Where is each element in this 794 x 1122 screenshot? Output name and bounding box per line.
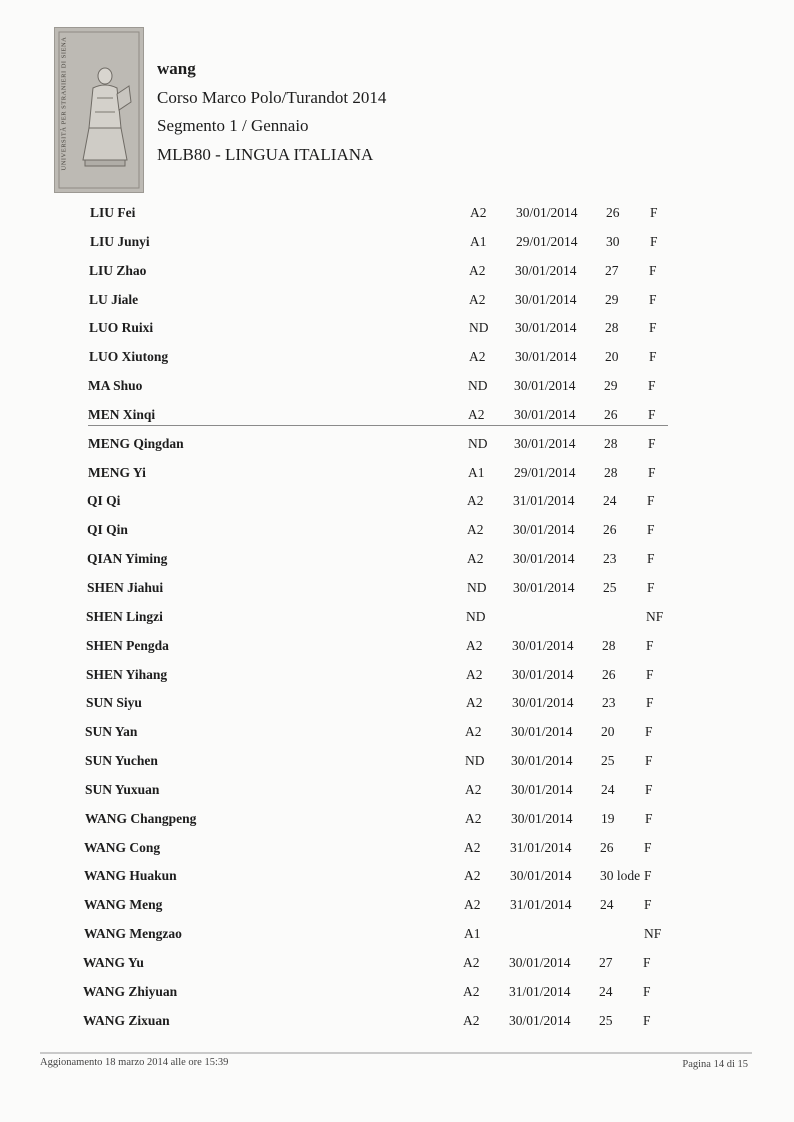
table-row	[0, 316, 794, 345]
table-row	[0, 230, 794, 259]
table-row	[0, 432, 794, 461]
table-row	[0, 720, 794, 749]
table-row	[0, 807, 794, 836]
student-name-cell: LIU Junyi	[90, 233, 150, 249]
document-header	[157, 55, 386, 169]
score-cell: 24	[600, 897, 614, 913]
table-row	[0, 201, 794, 230]
outcome-cell: F	[645, 781, 653, 797]
score-cell: 25	[601, 753, 615, 769]
exam-date-cell: 31/01/2014	[510, 839, 572, 855]
student-name-cell: WANG Mengzao	[84, 926, 182, 942]
level-cell: A2	[464, 868, 481, 884]
table-row	[0, 634, 794, 663]
footer-rule	[40, 1052, 752, 1054]
outcome-cell: F	[648, 464, 656, 480]
outcome-cell: F	[647, 579, 655, 595]
outcome-cell: F	[649, 320, 657, 336]
student-name-cell: WANG Changpeng	[85, 810, 197, 826]
level-cell: ND	[468, 435, 488, 451]
table-row	[0, 749, 794, 778]
table-row	[0, 663, 794, 692]
outcome-cell: F	[643, 954, 651, 970]
outcome-cell: F	[648, 378, 656, 394]
student-name-cell: WANG Meng	[84, 897, 163, 913]
table-row	[0, 403, 794, 432]
student-name-cell: SUN Yan	[85, 724, 138, 740]
level-cell: A2	[464, 897, 481, 913]
exam-date-cell: 30/01/2014	[514, 435, 576, 451]
score-cell: 27	[599, 954, 613, 970]
level-cell: A2	[467, 551, 484, 567]
score-cell: 24	[601, 781, 615, 797]
table-row	[0, 922, 794, 951]
exam-date-cell: 31/01/2014	[509, 983, 571, 999]
outcome-cell: F	[648, 406, 656, 422]
score-cell: 25	[599, 1012, 613, 1028]
outcome-cell: F	[645, 810, 653, 826]
student-name-cell: SHEN Jiahui	[87, 579, 164, 595]
exam-date-cell: 29/01/2014	[514, 464, 576, 480]
table-row	[0, 259, 794, 288]
score-cell: 30 lode	[600, 868, 641, 884]
outcome-cell: NF	[646, 608, 664, 624]
level-cell: ND	[466, 608, 486, 624]
level-cell: A2	[469, 349, 486, 365]
page-number: Pagina 14 di 15	[682, 1059, 748, 1070]
score-cell: 26	[603, 522, 617, 538]
level-cell: A2	[465, 724, 482, 740]
student-name-cell: WANG Zhiyuan	[83, 983, 178, 999]
student-name-cell: WANG Huakun	[84, 868, 177, 884]
level-cell: A1	[470, 233, 487, 249]
exam-date-cell: 30/01/2014	[515, 349, 577, 365]
level-cell: A2	[466, 637, 483, 653]
outcome-cell: F	[644, 839, 652, 855]
table-row	[0, 605, 794, 634]
level-cell: ND	[465, 753, 485, 769]
score-cell: 27	[605, 262, 619, 278]
level-cell: A2	[463, 954, 480, 970]
outcome-cell: F	[646, 695, 654, 711]
outcome-cell: F	[650, 233, 658, 249]
student-name-cell: LU Jiale	[89, 291, 139, 307]
exam-date-cell: 30/01/2014	[511, 781, 573, 797]
table-row	[0, 461, 794, 490]
student-name-cell: MENG Yi	[88, 464, 146, 480]
table-row	[0, 864, 794, 893]
exam-date-cell: 30/01/2014	[510, 868, 572, 884]
table-row	[0, 345, 794, 374]
outcome-cell: F	[645, 724, 653, 740]
table-row	[0, 288, 794, 317]
university-logo	[54, 27, 144, 193]
level-cell: ND	[468, 378, 488, 394]
exam-date-cell: 31/01/2014	[510, 897, 572, 913]
student-name-cell: WANG Zixuan	[83, 1012, 170, 1028]
table-row	[0, 778, 794, 807]
score-cell: 26	[606, 205, 620, 220]
exam-date-cell: 30/01/2014	[511, 724, 573, 740]
exam-date-cell: 29/01/2014	[516, 233, 578, 249]
student-name-cell: WANG Yu	[83, 954, 144, 970]
student-name-cell: SHEN Pengda	[86, 637, 169, 653]
level-cell: A2	[463, 1012, 480, 1028]
level-cell: A2	[465, 810, 482, 826]
student-name-cell: WANG Cong	[84, 839, 161, 855]
score-cell: 20	[605, 349, 619, 365]
module-label: MLB80 - LINGUA ITALIANA	[157, 144, 374, 164]
student-name: wang	[157, 59, 196, 78]
score-cell: 29	[605, 291, 619, 307]
exam-date-cell: 30/01/2014	[515, 320, 577, 336]
score-cell: 23	[603, 551, 617, 567]
score-cell: 20	[601, 724, 615, 740]
outcome-cell: F	[647, 522, 655, 538]
outcome-cell: F	[644, 897, 652, 913]
exam-date-cell: 30/01/2014	[512, 695, 574, 711]
exam-date-cell: 30/01/2014	[513, 579, 575, 595]
table-row	[0, 836, 794, 865]
row-divider	[88, 425, 668, 426]
student-name-cell: LUO Xiutong	[89, 349, 169, 365]
level-cell: ND	[469, 320, 489, 336]
level-cell: A2	[469, 262, 486, 278]
exam-date-cell: 30/01/2014	[516, 205, 578, 220]
exam-date-cell: 30/01/2014	[513, 551, 575, 567]
student-roster	[0, 201, 794, 1037]
level-cell: A1	[464, 926, 481, 942]
exam-date-cell: 30/01/2014	[513, 522, 575, 538]
exam-date-cell: 30/01/2014	[515, 291, 577, 307]
exam-date-cell: 30/01/2014	[514, 378, 576, 394]
student-name-cell: SUN Siyu	[86, 695, 142, 711]
outcome-cell: F	[649, 291, 657, 307]
score-cell: 28	[604, 464, 618, 480]
exam-date-cell: 31/01/2014	[513, 493, 575, 509]
outcome-cell: F	[646, 637, 654, 653]
exam-date-cell: 30/01/2014	[511, 810, 573, 826]
score-cell: 19	[601, 810, 615, 826]
student-name-cell: QIAN Yiming	[87, 551, 168, 567]
table-row	[0, 951, 794, 980]
level-cell: A2	[466, 666, 483, 682]
level-cell: A2	[466, 695, 483, 711]
outcome-cell: F	[646, 666, 654, 682]
score-cell: 26	[602, 666, 616, 682]
student-name-cell: MENG Qingdan	[88, 435, 184, 451]
student-name-cell: LIU Zhao	[89, 262, 147, 278]
table-row	[0, 576, 794, 605]
level-cell: ND	[467, 579, 487, 595]
outcome-cell: F	[648, 435, 656, 451]
score-cell: 30	[606, 233, 620, 249]
score-cell: 23	[602, 695, 616, 711]
outcome-cell: F	[645, 753, 653, 769]
table-row	[0, 489, 794, 518]
table-row	[0, 518, 794, 547]
logo-vertical-text: UNIVERSITÀ PER STRANIERI DI SIENA	[60, 36, 68, 171]
outcome-cell: F	[649, 349, 657, 365]
level-cell: A2	[467, 522, 484, 538]
exam-date-cell: 30/01/2014	[514, 406, 576, 422]
score-cell: 29	[604, 378, 618, 394]
student-name-cell: LIU Fei	[90, 205, 136, 220]
student-name-cell: QI Qin	[87, 522, 128, 538]
level-cell: A2	[468, 406, 485, 422]
student-name-cell: SHEN Lingzi	[86, 608, 163, 624]
student-name-cell: MEN Xinqi	[88, 406, 156, 422]
exam-date-cell: 30/01/2014	[515, 262, 577, 278]
level-cell: A2	[464, 839, 481, 855]
exam-date-cell: 30/01/2014	[511, 753, 573, 769]
outcome-cell: F	[647, 493, 655, 509]
score-cell: 28	[605, 320, 619, 336]
outcome-cell: F	[647, 551, 655, 567]
level-cell: A2	[465, 781, 482, 797]
exam-date-cell: 30/01/2014	[512, 666, 574, 682]
student-name-cell: MA Shuo	[88, 378, 143, 394]
score-cell: 28	[602, 637, 616, 653]
student-name-cell: SUN Yuxuan	[85, 781, 160, 797]
course-title: Corso Marco Polo/Turandot 2014	[157, 87, 387, 107]
level-cell: A2	[467, 493, 484, 509]
university-seal-icon	[55, 28, 143, 192]
outcome-cell: F	[643, 983, 651, 999]
score-cell: 26	[600, 839, 614, 855]
score-cell: 24	[599, 983, 613, 999]
score-cell: 24	[603, 493, 617, 509]
student-name-cell: SUN Yuchen	[85, 753, 158, 769]
exam-date-cell: 30/01/2014	[512, 637, 574, 653]
student-name-cell: QI Qi	[87, 493, 121, 509]
table-row	[0, 893, 794, 922]
score-cell: 25	[603, 579, 617, 595]
outcome-cell: F	[643, 1012, 651, 1028]
level-cell: A2	[469, 291, 486, 307]
table-row	[0, 691, 794, 720]
last-updated: Aggionamento 18 marzo 2014 alle ore 15:39	[40, 1057, 229, 1068]
exam-date-cell: 30/01/2014	[509, 1012, 571, 1028]
student-name-cell: LUO Ruixi	[89, 320, 154, 336]
table-row	[0, 1009, 794, 1038]
score-cell: 28	[604, 435, 618, 451]
outcome-cell: F	[650, 205, 658, 220]
level-cell: A1	[468, 464, 485, 480]
score-cell: 26	[604, 406, 618, 422]
exam-date-cell: 30/01/2014	[509, 954, 571, 970]
table-row	[0, 374, 794, 403]
level-cell: A2	[463, 983, 480, 999]
level-cell: A2	[470, 205, 487, 220]
outcome-cell: NF	[644, 926, 662, 942]
segment-label: Segmento 1 / Gennaio	[157, 116, 309, 135]
table-row	[0, 547, 794, 576]
table-row	[0, 980, 794, 1009]
outcome-cell: F	[644, 868, 652, 884]
outcome-cell: F	[649, 262, 657, 278]
student-name-cell: SHEN Yihang	[86, 666, 168, 682]
